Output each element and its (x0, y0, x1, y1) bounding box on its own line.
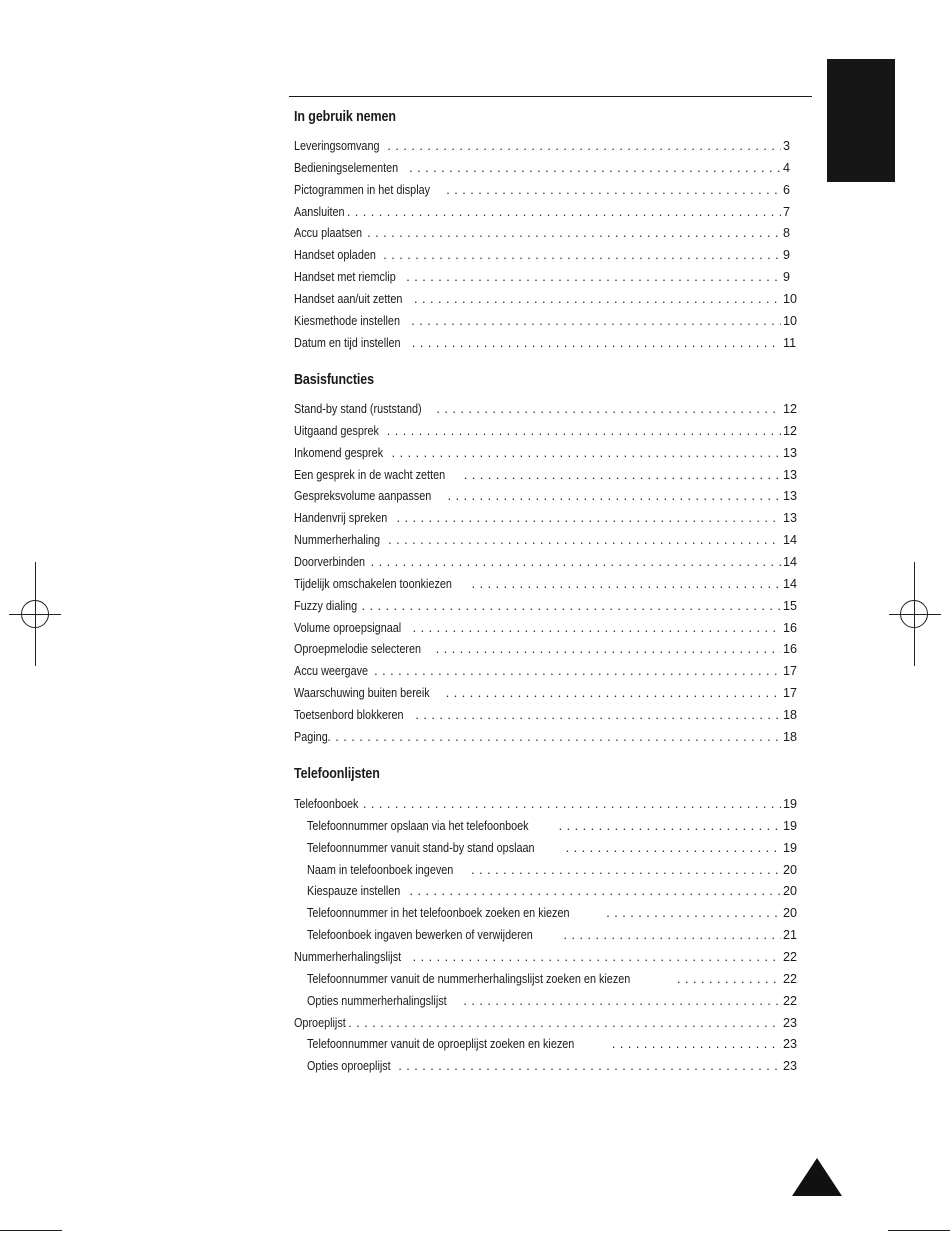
toc-entry[interactable] (307, 926, 803, 944)
dot-leader (362, 597, 782, 615)
toc-entry[interactable] (294, 246, 803, 264)
toc-entry[interactable] (294, 159, 803, 177)
toc-entry-label: Toetsenbord blokkeren (294, 707, 404, 722)
toc-entry[interactable] (294, 444, 803, 462)
toc-entry[interactable] (294, 400, 803, 418)
toc-entry-page: 10 (783, 313, 798, 328)
toc-entry-page: 20 (783, 862, 798, 877)
toc-entry-label: Accu weergave (294, 664, 369, 679)
toc-entry-label: Telefoonboek (294, 797, 359, 811)
toc-entry-page: 22 (783, 971, 798, 986)
toc-entry-label: Opties oproeplijst (307, 1059, 391, 1074)
toc-entry-label: Datum en tijd instellen (294, 335, 401, 350)
dot-leader (388, 531, 781, 549)
toc-entry-label: Inkomend gesprek (294, 445, 384, 460)
crop-mark-bottom-left (0, 1230, 62, 1231)
dot-leader (412, 334, 781, 352)
toc-entry-page: 12 (783, 402, 798, 416)
toc-entry[interactable] (294, 312, 803, 330)
toc-entry[interactable] (294, 1014, 803, 1032)
toc-entry[interactable] (294, 706, 803, 724)
toc-entry[interactable] (307, 904, 803, 922)
toc-entry[interactable] (294, 597, 803, 615)
toc-entry-page: 8 (783, 226, 791, 241)
toc-entry-label: Tijdelijk omschakelen toonkiezen (294, 576, 452, 591)
dot-leader (463, 992, 781, 1010)
toc-entry-label: Telefoonnummer in het telefoonboek zoeken en kiezen (307, 906, 570, 921)
toc-entry-page: 9 (783, 270, 791, 285)
section-title: In gebruik nemen (294, 109, 396, 125)
dot-leader (409, 159, 781, 177)
toc-entry[interactable] (294, 553, 803, 571)
toc-entry-label: Een gesprek in de wacht zetten (294, 467, 446, 482)
toc-entry-label: Leveringsomvang (294, 139, 380, 153)
crop-mark-bottom-right (888, 1230, 950, 1231)
toc-entry[interactable] (294, 662, 803, 680)
toc-entry-page: 20 (783, 906, 798, 921)
toc-entry-label: Stand-by stand (ruststand) (294, 402, 422, 416)
dot-leader (387, 137, 781, 155)
dot-leader (411, 312, 781, 330)
toc-entry[interactable] (294, 795, 803, 813)
toc-entry[interactable] (294, 466, 803, 484)
dot-leader (387, 422, 781, 440)
toc-entry-page: 23 (783, 1037, 798, 1052)
dot-leader (464, 466, 781, 484)
toc-entry-page: 14 (783, 533, 798, 548)
dot-leader (436, 640, 781, 658)
toc-entry-label: Gespreksvolume aanpassen (294, 489, 432, 504)
toc-entry[interactable] (294, 224, 803, 242)
dot-leader (413, 619, 781, 637)
toc-entry[interactable] (307, 861, 803, 879)
toc-entry-page: 23 (783, 1015, 798, 1030)
dot-leader (446, 684, 781, 702)
toc-entry-page: 18 (783, 707, 798, 722)
toc-entry-label: Telefoonnummer vanuit de oproeplijst zoeken en kiezen (307, 1037, 575, 1052)
toc-entry-page: 12 (783, 423, 798, 438)
toc-entry-label: Telefoonnummer vanuit stand-by stand opslaan (307, 840, 535, 855)
toc-entry-page: 19 (783, 818, 798, 833)
toc-entry-page: 17 (783, 664, 798, 679)
toc-entry-page: 14 (783, 554, 798, 569)
toc-entry-label: Telefoonnummer opslaan via het telefoonboek (307, 818, 529, 833)
toc-entry-page: 14 (783, 576, 798, 591)
header-rule (289, 96, 812, 97)
toc-entry[interactable] (294, 487, 803, 505)
toc-entry-page: 9 (783, 248, 791, 263)
dot-leader (371, 553, 781, 571)
toc-entry[interactable] (294, 531, 803, 549)
dot-leader (677, 970, 781, 988)
toc-entry[interactable] (307, 839, 803, 857)
toc-entry-label: Opties nummerherhalingslijst (307, 993, 447, 1008)
dot-leader (383, 246, 781, 264)
toc-entry[interactable] (294, 619, 803, 637)
toc-entry[interactable] (307, 817, 803, 835)
toc-entry-label: Pictogrammen in het display (294, 182, 431, 197)
toc-entry-page: 23 (783, 1059, 798, 1074)
section-title: Telefoonlijsten (294, 766, 380, 782)
dot-leader (347, 203, 781, 221)
dot-leader (415, 706, 781, 724)
toc-entry-label: Handenvrij spreken (294, 511, 388, 526)
toc-entry-label: Accu plaatsen (294, 226, 363, 241)
dot-leader (327, 728, 781, 746)
toc-entry-label: Nummerherhaling (294, 533, 381, 548)
toc-entry-label: Handset aan/uit zetten (294, 291, 403, 306)
toc-entry-page: 17 (783, 686, 798, 701)
chapter-tab (827, 59, 895, 182)
dot-leader (566, 839, 781, 857)
toc-entry-label: Telefoonboek ingaven bewerken of verwijderen (307, 928, 533, 943)
dot-leader (414, 290, 781, 308)
toc-entry-label: Oproepmelodie selecteren (294, 642, 422, 657)
toc-entry-page: 19 (783, 840, 798, 855)
toc-entry[interactable] (294, 509, 803, 527)
toc-entry-label: Telefoonnummer vanuit de nummerherhalingslijst zoeken en kiezen (307, 971, 631, 986)
dot-leader (446, 181, 781, 199)
toc-entry-label: Kiesmethode instellen (294, 313, 400, 328)
toc-entry[interactable] (294, 684, 803, 702)
toc-entry[interactable] (294, 334, 803, 352)
dot-leader (436, 400, 781, 418)
toc-entry[interactable] (294, 290, 803, 308)
section-title: Basisfuncties (294, 372, 374, 388)
dot-leader (363, 795, 781, 813)
toc-entry[interactable] (307, 1057, 803, 1075)
dot-leader (471, 861, 781, 879)
toc-entry-page: 6 (783, 182, 791, 197)
toc-entry-page: 10 (783, 291, 798, 306)
dot-leader (348, 1014, 781, 1032)
toc-entry[interactable] (294, 575, 803, 593)
toc-entry-label: Kiespauze instellen (307, 884, 401, 899)
toc-entry-page: 13 (783, 445, 798, 460)
toc-entry[interactable] (294, 181, 803, 199)
dot-leader (406, 268, 781, 286)
toc-entry[interactable] (307, 992, 803, 1010)
triangle-up-icon[interactable] (792, 1158, 842, 1196)
dot-leader (448, 487, 781, 505)
toc-entry-label: Nummerherhalingslijst (294, 949, 402, 964)
toc-entry-label: Paging (294, 729, 328, 744)
toc-entry[interactable] (294, 137, 803, 155)
toc-entry-label: Handset met riemclip (294, 270, 396, 285)
dot-leader (612, 1035, 781, 1053)
dot-leader (367, 224, 781, 242)
dot-leader (413, 948, 781, 966)
toc-entry-page: 3 (783, 139, 791, 153)
toc-entry-page: 15 (783, 598, 798, 613)
toc-entry-label: Aansluiten (294, 204, 345, 219)
dot-leader (397, 509, 781, 527)
toc-entry-page: 7 (783, 204, 791, 219)
toc-entry[interactable] (294, 422, 803, 440)
dot-leader (564, 926, 781, 944)
toc-entry-page: 21 (783, 928, 798, 943)
toc-entry[interactable] (294, 203, 803, 221)
toc-entry-page: 18 (783, 729, 798, 744)
toc-entry-page: 13 (783, 467, 798, 482)
toc-entry[interactable] (294, 728, 803, 746)
toc-entry[interactable] (294, 640, 803, 658)
toc-entry-label: Bedieningselementen (294, 160, 399, 175)
dot-leader (606, 904, 781, 922)
toc-entry-page: 22 (783, 949, 798, 964)
toc-entry[interactable] (307, 970, 803, 988)
toc-entry-page: 19 (783, 797, 798, 811)
toc-entry[interactable] (307, 882, 803, 900)
toc-entry-label: Naam in telefoonboek ingeven (307, 862, 454, 877)
toc-entry-label: Oproeplijst (294, 1015, 346, 1030)
toc-entry-label: Handset opladen (294, 248, 376, 263)
dot-leader (559, 817, 781, 835)
toc-entry-page: 11 (783, 335, 797, 350)
toc-entry-label: Uitgaand gesprek (294, 423, 379, 438)
toc-entry-page: 13 (783, 489, 798, 504)
toc-entry-page: 20 (783, 884, 798, 899)
toc-entry-label: Fuzzy dialing (294, 598, 358, 613)
toc-entry-page: 16 (783, 642, 798, 657)
toc-entry-label: Volume oproepsignaal (294, 620, 402, 635)
toc-entry-page: 22 (783, 993, 798, 1008)
toc-entry-page: 13 (783, 511, 798, 526)
toc-entry[interactable] (294, 948, 803, 966)
dot-leader (398, 1057, 781, 1075)
dot-leader (374, 662, 781, 680)
dot-leader (410, 882, 781, 900)
toc-entry[interactable] (294, 268, 803, 286)
toc-entry-page: 4 (783, 160, 791, 175)
toc-entry[interactable] (307, 1035, 803, 1053)
dot-leader (392, 444, 781, 462)
toc-entry-page: 16 (783, 620, 798, 635)
dot-leader (472, 575, 781, 593)
toc-entry-label: Doorverbinden (294, 554, 366, 569)
toc-entry-label: Waarschuwing buiten bereik (294, 686, 430, 701)
